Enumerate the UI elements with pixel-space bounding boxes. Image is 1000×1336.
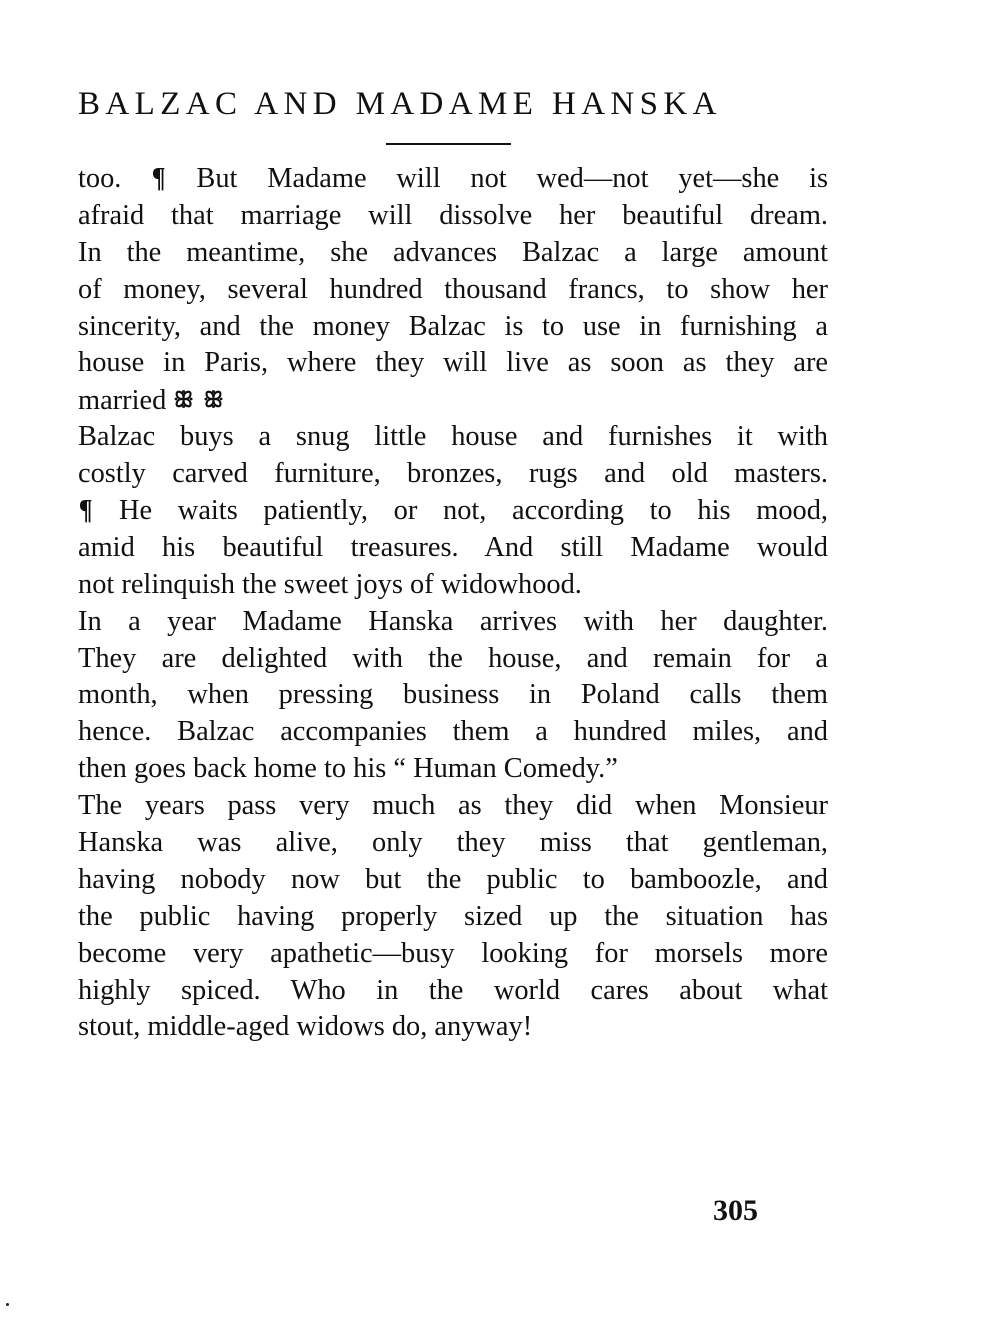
text-line xyxy=(78,751,828,788)
text-line xyxy=(78,456,828,493)
text-line xyxy=(78,161,828,198)
text-line xyxy=(78,345,828,382)
text-line xyxy=(78,604,828,641)
scan-speck xyxy=(6,1303,9,1306)
line-text: hence. Balzac accompanies them a hundred miles, and xyxy=(78,716,828,748)
line-text: costly carved furniture, bronzes, rugs and old masters. xyxy=(78,458,828,490)
text-line xyxy=(78,1009,828,1046)
text-line xyxy=(78,641,828,678)
line-text: In the meantime, she advances Balzac a large amount xyxy=(78,236,828,268)
line-text: married xyxy=(78,385,167,417)
line-text: But Madame will not wed—not yet—she is xyxy=(196,163,829,194)
line-text: month, when pressing business in Poland calls them xyxy=(78,679,828,711)
line-text: then goes back home to his “ Human Comedy.” xyxy=(78,753,618,785)
text-line xyxy=(78,677,828,714)
line-text: house in Paris, where they will live as soon as they are xyxy=(78,347,828,379)
line-text: stout, middle-aged widows do, anyway! xyxy=(78,1011,533,1043)
line-text: sincerity, and the money Balzac is to use in furnishing a xyxy=(78,310,828,342)
page-number: 305 xyxy=(713,1194,758,1227)
body-text xyxy=(78,161,828,1046)
line-text: They are delighted with the house, and remain for a xyxy=(78,642,828,674)
text-line xyxy=(78,493,828,530)
text-line xyxy=(78,235,828,272)
text-line xyxy=(78,272,828,309)
line-text: amid his beautiful treasures. And still Madame would xyxy=(78,531,828,563)
line-text: He waits patiently, or not, according to his mood, xyxy=(119,495,828,527)
pilcrow-icon: ¶ xyxy=(151,163,166,194)
pilcrow-icon: ¶ xyxy=(78,495,93,527)
text-line xyxy=(78,419,828,456)
running-head: BALZAC AND MADAME HANSKA xyxy=(78,86,722,122)
line-text: In a year Madame Hanska arrives with her daughter. xyxy=(78,605,828,637)
text-line xyxy=(78,530,828,567)
line-text: Balzac buys a snug little house and furnishes it with xyxy=(78,421,828,453)
text-line xyxy=(78,825,828,862)
line-text: of money, several hundred thousand francs, to show her xyxy=(78,273,828,305)
head-rule xyxy=(386,143,511,145)
text-line xyxy=(78,567,828,604)
line-text: the public having properly sized up the situation has xyxy=(78,900,828,932)
line-lead-text: too. xyxy=(78,163,152,194)
text-line xyxy=(78,973,828,1010)
text-line xyxy=(78,788,828,825)
text-line xyxy=(78,714,828,751)
line-text: become very apathetic—busy looking for morsels more xyxy=(78,937,828,969)
text-line xyxy=(78,899,828,936)
line-text: The years pass very much as they did when Monsieur xyxy=(78,790,828,822)
line-text: afraid that marriage will dissolve her beautiful dream. xyxy=(78,199,828,231)
text-line xyxy=(78,862,828,899)
line-text: Hanska was alive, only they miss that gentleman, xyxy=(78,827,828,859)
text-line xyxy=(78,936,828,973)
line-text: highly spiced. Who in the world cares about what xyxy=(78,974,828,1006)
line-text: having nobody now but the public to bamboozle, and xyxy=(78,863,828,895)
text-line xyxy=(78,382,828,419)
ornament-icon: ꕥ ꕥ xyxy=(173,387,226,413)
text-line xyxy=(78,309,828,346)
text-line xyxy=(78,198,828,235)
line-text: not relinquish the sweet joys of widowhood. xyxy=(78,568,582,600)
